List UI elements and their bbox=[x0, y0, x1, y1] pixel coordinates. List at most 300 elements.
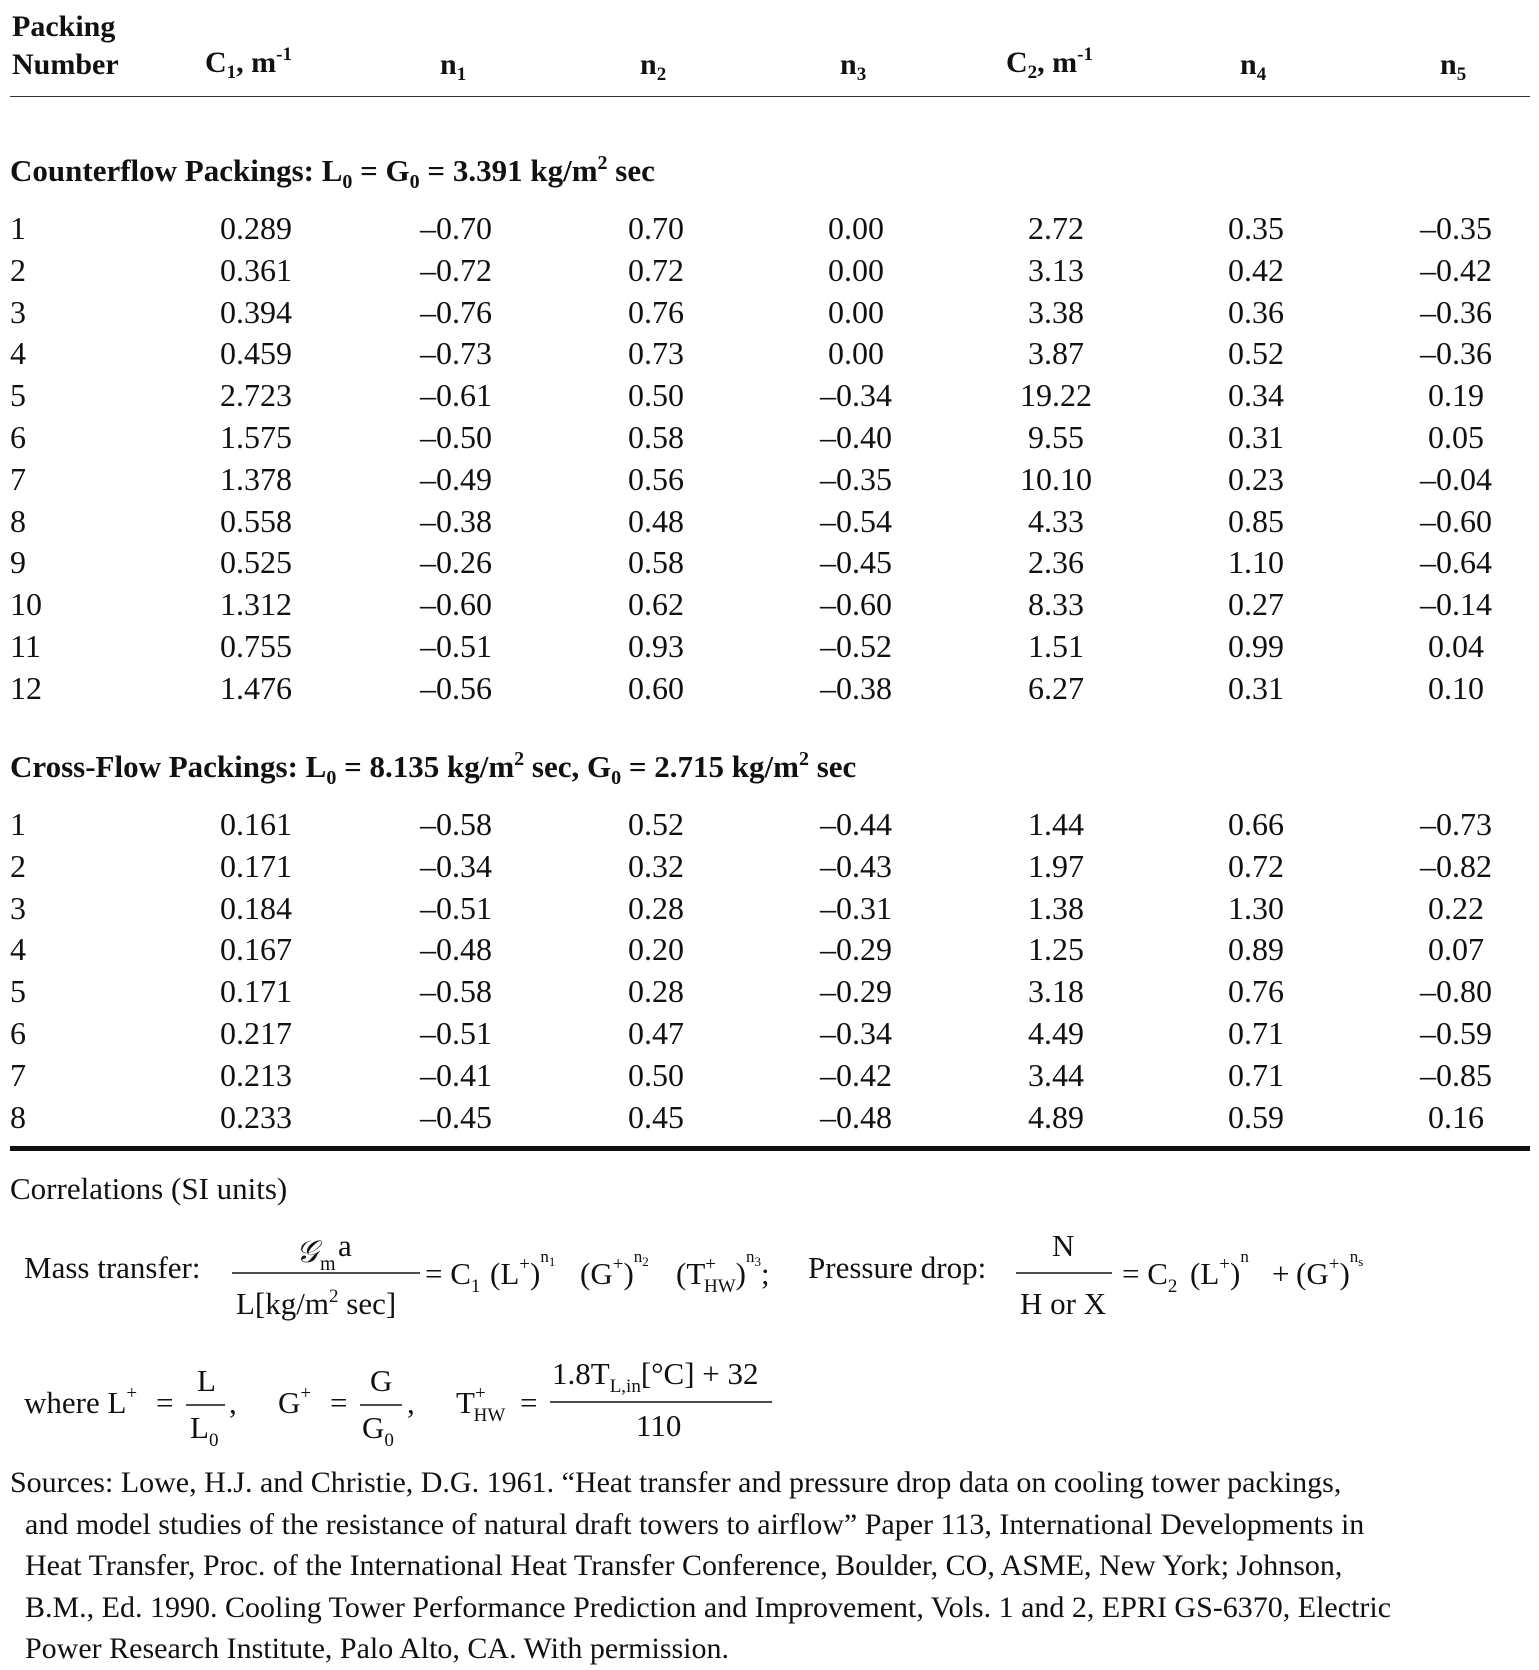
crossflow-cell-packing-number: 6 bbox=[10, 1015, 26, 1051]
mass-exp-n2: n bbox=[633, 1247, 643, 1266]
header-c2-sup: -1 bbox=[1077, 44, 1093, 65]
header-c1-sub: 1 bbox=[226, 62, 237, 83]
crossflow-cell-packing-number: 3 bbox=[10, 889, 26, 926]
crossflow-cell-n3: –0.43 bbox=[820, 847, 892, 884]
g-frac-den-main: G bbox=[362, 1410, 385, 1445]
header-c1 bbox=[205, 44, 292, 83]
counterflow-cell-n3: –0.60 bbox=[820, 586, 892, 623]
mass-thw-open: (T bbox=[676, 1256, 706, 1291]
mass-numerator-sub: m bbox=[320, 1253, 336, 1275]
counterflow-cell-packing-number: 10 bbox=[10, 586, 42, 623]
counterflow-cell-n4: 0.35 bbox=[1228, 210, 1284, 246]
crossflow-cell-n1: –0.58 bbox=[420, 973, 492, 1010]
mass-exp-n3: n bbox=[745, 1247, 755, 1266]
counterflow-cell-c2: 6.27 bbox=[1028, 669, 1084, 706]
counterflow-cell-c1: 0.558 bbox=[220, 502, 292, 539]
counterflow-cell-n2: 0.93 bbox=[628, 628, 684, 664]
g-frac-denominator bbox=[362, 1410, 394, 1451]
mass-exp-n1: n bbox=[540, 1247, 549, 1266]
counterflow-cell-n1: –0.26 bbox=[420, 544, 492, 581]
counterflow-cell-c1: 0.361 bbox=[220, 251, 292, 288]
mass-exp-n1-sub: 1 bbox=[548, 1254, 556, 1269]
pressure-drop-label: Pressure drop: bbox=[808, 1250, 987, 1285]
pressure-denominator: H or X bbox=[1020, 1286, 1107, 1321]
crossflow-title-sub2: 0 bbox=[611, 767, 622, 789]
header-c2-unit: , m bbox=[1037, 46, 1078, 79]
crossflow-cell-n4: 0.89 bbox=[1228, 931, 1284, 968]
counterflow-cell-n3: –0.38 bbox=[820, 669, 892, 706]
header-n3 bbox=[840, 48, 867, 85]
thw-label-main: T bbox=[456, 1385, 475, 1420]
crossflow-title-a: Cross-Flow Packings: L bbox=[10, 749, 327, 784]
mass-thw-close: ) bbox=[735, 1256, 746, 1291]
counterflow-cell-n5: –0.64 bbox=[1420, 544, 1492, 581]
crossflow-cell-n2: 0.28 bbox=[628, 973, 684, 1010]
crossflow-section-title bbox=[10, 748, 857, 789]
counterflow-cell-n1: –0.76 bbox=[420, 293, 492, 330]
crossflow-cell-n2: 0.20 bbox=[628, 931, 684, 968]
crossflow-cell-n3: –0.44 bbox=[820, 806, 892, 842]
thw-frac-numerator bbox=[552, 1356, 759, 1397]
counterflow-cell-n3: –0.35 bbox=[820, 460, 892, 497]
thw-num-sub: L,in bbox=[609, 1376, 641, 1397]
counterflow-cell-c1: 0.394 bbox=[220, 293, 292, 330]
crossflow-cell-n3: –0.48 bbox=[820, 1098, 892, 1135]
crossflow-row bbox=[0, 889, 1539, 934]
counterflow-cell-n4: 0.31 bbox=[1228, 419, 1284, 455]
g-plus-label-main: G bbox=[278, 1385, 301, 1420]
crossflow-cell-n5: –0.73 bbox=[1420, 806, 1492, 842]
counterflow-cell-n4: 0.34 bbox=[1228, 377, 1284, 414]
header-packing-line2: Number bbox=[12, 48, 119, 81]
crossflow-cell-n5: –0.85 bbox=[1420, 1056, 1492, 1093]
counterflow-cell-packing-number: 3 bbox=[10, 293, 26, 330]
crossflow-cell-n1: –0.34 bbox=[420, 847, 492, 884]
crossflow-cell-n3: –0.29 bbox=[820, 973, 892, 1010]
crossflow-row bbox=[0, 847, 1539, 892]
crossflow-cell-n2: 0.50 bbox=[628, 1056, 684, 1093]
mass-denominator-end: sec] bbox=[338, 1286, 397, 1321]
crossflow-cell-n5: 0.07 bbox=[1428, 931, 1484, 968]
pressure-exp-ns-sub: s bbox=[1358, 1254, 1364, 1269]
counterflow-cell-n3: 0.00 bbox=[828, 210, 884, 246]
counterflow-cell-n1: –0.56 bbox=[420, 669, 492, 706]
sources-line-4: B.M., Ed. 1990. Cooling Tower Performance Prediction and Improvement, Vols. 1 and 2, EPRI GS-6370, Electric bbox=[10, 1590, 1392, 1624]
counterflow-cell-n3: –0.54 bbox=[820, 502, 892, 539]
header-n4-sub: 4 bbox=[1256, 64, 1267, 85]
crossflow-cell-n3: –0.29 bbox=[820, 931, 892, 968]
counterflow-title-c: = 3.391 kg/m bbox=[419, 153, 598, 188]
pressure-g-plus-term bbox=[1296, 1247, 1363, 1291]
where-l-plus bbox=[24, 1383, 137, 1420]
crossflow-cell-c1: 0.167 bbox=[220, 931, 292, 968]
counterflow-title-b: = G bbox=[352, 153, 410, 188]
counterflow-row bbox=[0, 212, 1539, 254]
counterflow-cell-n4: 0.27 bbox=[1228, 586, 1284, 623]
l-frac-den-sub: 0 bbox=[208, 1430, 219, 1451]
counterflow-cell-n3: 0.00 bbox=[828, 335, 884, 372]
counterflow-section-title bbox=[10, 152, 655, 193]
counterflow-cell-packing-number: 7 bbox=[10, 460, 26, 497]
counterflow-cell-n4: 0.85 bbox=[1228, 502, 1284, 539]
crossflow-title-sup1: 2 bbox=[514, 748, 525, 770]
l-frac-comma: , bbox=[229, 1385, 237, 1420]
counterflow-cell-packing-number: 5 bbox=[10, 377, 26, 414]
mass-thw-term bbox=[676, 1247, 770, 1297]
header-c2-main: C bbox=[1006, 46, 1028, 79]
mass-l-plus-open: (L bbox=[490, 1256, 520, 1291]
counterflow-cell-packing-number: 1 bbox=[10, 210, 26, 246]
counterflow-cell-n2: 0.50 bbox=[628, 377, 684, 414]
crossflow-cell-n5: 0.16 bbox=[1428, 1098, 1484, 1135]
crossflow-cell-n2: 0.45 bbox=[628, 1098, 684, 1135]
counterflow-cell-packing-number: 2 bbox=[10, 251, 26, 288]
counterflow-title-sub2: 0 bbox=[409, 171, 420, 193]
pressure-g-plus-sup: + bbox=[1328, 1254, 1340, 1275]
mass-l-plus-sup: + bbox=[519, 1254, 530, 1275]
counterflow-cell-c2: 10.10 bbox=[1020, 460, 1092, 497]
sources-note bbox=[10, 1462, 1532, 1670]
crossflow-cell-n3: –0.34 bbox=[820, 1015, 892, 1051]
header-n5 bbox=[1440, 48, 1467, 85]
mass-semicolon: ; bbox=[760, 1256, 770, 1291]
crossflow-title-sup2: 2 bbox=[798, 748, 809, 770]
header-n2 bbox=[640, 48, 667, 85]
counterflow-cell-c1: 2.723 bbox=[220, 377, 292, 414]
counterflow-cell-c1: 1.476 bbox=[220, 669, 292, 706]
sources-line-2: and model studies of the resistance of natural draft towers to airflow” Paper 113, International Developments in bbox=[10, 1507, 1365, 1541]
thw-num-a: 1.8T bbox=[552, 1356, 610, 1391]
counterflow-cell-c1: 1.575 bbox=[220, 419, 292, 455]
pressure-numerator: N bbox=[1052, 1228, 1075, 1263]
counterflow-cell-n5: 0.19 bbox=[1428, 377, 1484, 414]
crossflow-cell-packing-number: 5 bbox=[10, 973, 26, 1010]
correlations-label: Correlations (SI units) bbox=[10, 1171, 288, 1206]
crossflow-cell-n3: –0.42 bbox=[820, 1056, 892, 1093]
counterflow-row bbox=[0, 337, 1539, 379]
header-n3-sub: 3 bbox=[856, 64, 867, 85]
header-packing-line1: Packing bbox=[12, 10, 116, 43]
crossflow-row bbox=[0, 933, 1539, 975]
thw-frac-denominator: 110 bbox=[636, 1408, 682, 1443]
counterflow-cell-n4: 0.42 bbox=[1228, 251, 1284, 288]
pressure-rhs-sub: 2 bbox=[1167, 1276, 1178, 1297]
crossflow-row bbox=[0, 808, 1539, 850]
counterflow-cell-n1: –0.50 bbox=[420, 419, 492, 455]
crossflow-cell-packing-number: 1 bbox=[10, 806, 26, 842]
mass-g-plus-close: ) bbox=[623, 1256, 634, 1291]
crossflow-row bbox=[0, 1056, 1539, 1101]
counterflow-cell-c2: 3.38 bbox=[1028, 293, 1084, 330]
counterflow-cell-packing-number: 12 bbox=[10, 669, 42, 706]
mass-rhs-sub: 1 bbox=[470, 1276, 481, 1297]
g-equals: = bbox=[330, 1385, 348, 1420]
pressure-exp-n: n bbox=[1240, 1247, 1249, 1266]
pressure-l-plus-sup: + bbox=[1219, 1254, 1230, 1275]
pressure-g-plus-close: ) bbox=[1339, 1256, 1350, 1291]
crossflow-cell-n1: –0.41 bbox=[420, 1056, 492, 1093]
crossflow-cell-c1: 0.171 bbox=[220, 973, 292, 1010]
counterflow-cell-n3: 0.00 bbox=[828, 293, 884, 330]
counterflow-cell-n5: 0.05 bbox=[1428, 419, 1484, 455]
g-plus-label bbox=[278, 1383, 311, 1420]
counterflow-cell-n5: –0.36 bbox=[1420, 293, 1492, 330]
counterflow-row bbox=[0, 546, 1539, 588]
header-c1-unit: , m bbox=[236, 46, 277, 79]
crossflow-cell-n1: –0.51 bbox=[420, 1015, 492, 1051]
counterflow-cell-n1: –0.49 bbox=[420, 460, 492, 497]
crossflow-cell-c1: 0.184 bbox=[220, 889, 292, 926]
counterflow-cell-c2: 3.87 bbox=[1028, 335, 1084, 372]
crossflow-cell-n4: 0.72 bbox=[1228, 847, 1284, 884]
counterflow-cell-n2: 0.56 bbox=[628, 460, 684, 497]
correlation-formulas bbox=[0, 1220, 1539, 1460]
counterflow-cell-c1: 0.459 bbox=[220, 335, 292, 372]
header-n5-main: n bbox=[1440, 48, 1457, 81]
mass-rhs-c: = C bbox=[425, 1256, 471, 1291]
counterflow-cell-c1: 1.312 bbox=[220, 586, 292, 623]
counterflow-title-sub1: 0 bbox=[342, 171, 353, 193]
header-n1-main: n bbox=[440, 48, 457, 81]
pressure-rhs-c: = C bbox=[1122, 1256, 1168, 1291]
mass-numerator-script: 𝒢 bbox=[296, 1234, 319, 1269]
thw-num-b: [°C] + 32 bbox=[640, 1356, 759, 1391]
header-n2-main: n bbox=[640, 48, 657, 81]
counterflow-cell-c2: 9.55 bbox=[1028, 419, 1084, 455]
counterflow-cell-n3: 0.00 bbox=[828, 251, 884, 288]
counterflow-cell-c1: 0.755 bbox=[220, 628, 292, 664]
mass-thw-sup: + bbox=[705, 1254, 716, 1275]
counterflow-cell-n1: –0.70 bbox=[420, 210, 492, 246]
counterflow-cell-c2: 1.51 bbox=[1028, 628, 1084, 664]
mass-g-plus-sup: + bbox=[612, 1254, 624, 1275]
crossflow-cell-n2: 0.47 bbox=[628, 1015, 684, 1051]
crossflow-cell-n4: 0.71 bbox=[1228, 1015, 1284, 1051]
pressure-g-plus-open: (G bbox=[1296, 1256, 1329, 1291]
counterflow-row bbox=[0, 251, 1539, 296]
thw-equals: = bbox=[520, 1385, 538, 1420]
crossflow-cell-c1: 0.161 bbox=[220, 806, 292, 842]
header-n4-main: n bbox=[1240, 48, 1257, 81]
counterflow-cell-packing-number: 8 bbox=[10, 502, 26, 539]
counterflow-cell-n5: –0.14 bbox=[1420, 586, 1492, 623]
crossflow-title-b: = 8.135 kg/m bbox=[336, 749, 515, 784]
crossflow-cell-n4: 0.71 bbox=[1228, 1056, 1284, 1093]
counterflow-cell-c2: 2.36 bbox=[1028, 544, 1084, 581]
counterflow-cell-n5: 0.10 bbox=[1428, 669, 1484, 706]
counterflow-title-a: Counterflow Packings: L bbox=[10, 153, 343, 188]
crossflow-cell-packing-number: 7 bbox=[10, 1056, 26, 1093]
counterflow-cell-packing-number: 11 bbox=[10, 628, 41, 664]
crossflow-cell-n5: –0.59 bbox=[1420, 1015, 1492, 1051]
counterflow-cell-n4: 0.23 bbox=[1228, 460, 1284, 497]
header-n1 bbox=[440, 48, 467, 85]
counterflow-cell-n2: 0.70 bbox=[628, 210, 684, 246]
crossflow-cell-n5: 0.22 bbox=[1428, 889, 1484, 926]
crossflow-title-e: sec bbox=[808, 749, 857, 784]
crossflow-row bbox=[0, 1017, 1539, 1059]
where-l-plus-sup: + bbox=[126, 1383, 138, 1404]
crossflow-cell-n1: –0.45 bbox=[420, 1098, 492, 1135]
counterflow-cell-n5: –0.35 bbox=[1420, 210, 1492, 246]
counterflow-row bbox=[0, 460, 1539, 505]
counterflow-cell-n1: –0.38 bbox=[420, 502, 492, 539]
counterflow-cell-c2: 4.33 bbox=[1028, 502, 1084, 539]
counterflow-cell-n2: 0.48 bbox=[628, 502, 684, 539]
crossflow-cell-n5: –0.82 bbox=[1420, 847, 1492, 884]
counterflow-row bbox=[0, 379, 1539, 421]
counterflow-cell-c2: 3.13 bbox=[1028, 251, 1084, 288]
sources-line-1: Sources: Lowe, H.J. and Christie, D.G. 1961. “Heat transfer and pressure drop data on cooling tower packings, bbox=[10, 1466, 1342, 1499]
sources-line-5: Power Research Institute, Palo Alto, CA. With permission. bbox=[10, 1632, 730, 1665]
counterflow-row bbox=[0, 630, 1539, 672]
crossflow-cell-n5: –0.80 bbox=[1420, 973, 1492, 1010]
crossflow-cell-c2: 1.38 bbox=[1028, 889, 1084, 926]
crossflow-cell-n1: –0.48 bbox=[420, 931, 492, 968]
g-frac-comma: , bbox=[407, 1385, 415, 1420]
counterflow-cell-n2: 0.58 bbox=[628, 419, 684, 455]
counterflow-cell-n1: –0.51 bbox=[420, 628, 492, 664]
counterflow-cell-c2: 8.33 bbox=[1028, 586, 1084, 623]
l-frac-den-main: L bbox=[190, 1410, 209, 1445]
counterflow-cell-c2: 2.72 bbox=[1028, 210, 1084, 246]
header-c2 bbox=[1006, 44, 1093, 83]
counterflow-cell-n4: 0.31 bbox=[1228, 669, 1284, 706]
counterflow-title-sup: 2 bbox=[597, 152, 608, 174]
crossflow-cell-n1: –0.58 bbox=[420, 806, 492, 842]
crossflow-cell-c2: 3.44 bbox=[1028, 1056, 1084, 1093]
mass-numerator-a: a bbox=[338, 1228, 352, 1263]
counterflow-cell-c1: 0.525 bbox=[220, 544, 292, 581]
header-c2-sub: 2 bbox=[1027, 62, 1038, 83]
mass-exp-n2-sub: 2 bbox=[642, 1254, 649, 1269]
mass-rhs bbox=[425, 1256, 480, 1297]
counterflow-cell-n4: 0.99 bbox=[1228, 628, 1284, 664]
mass-transfer-label: Mass transfer: bbox=[24, 1250, 201, 1285]
counterflow-cell-c2: 19.22 bbox=[1020, 377, 1092, 414]
crossflow-cell-n1: –0.51 bbox=[420, 889, 492, 926]
thw-label-sup: + bbox=[474, 1383, 486, 1404]
counterflow-row bbox=[0, 502, 1539, 547]
g-plus-label-sup: + bbox=[300, 1383, 312, 1404]
l-frac-numerator: L bbox=[197, 1363, 216, 1398]
crossflow-cell-n4: 0.59 bbox=[1228, 1098, 1284, 1135]
crossflow-cell-c2: 1.97 bbox=[1028, 847, 1084, 884]
pressure-l-plus-open: (L bbox=[1190, 1256, 1220, 1291]
mass-denominator bbox=[236, 1286, 396, 1321]
counterflow-cell-n2: 0.76 bbox=[628, 293, 684, 330]
counterflow-cell-packing-number: 6 bbox=[10, 419, 26, 455]
crossflow-cell-c1: 0.213 bbox=[220, 1056, 292, 1093]
counterflow-cell-n1: –0.61 bbox=[420, 377, 492, 414]
header-n5-sub: 5 bbox=[1456, 64, 1467, 85]
mass-denominator-sup: 2 bbox=[329, 1286, 339, 1307]
crossflow-cell-c2: 1.25 bbox=[1028, 931, 1084, 968]
counterflow-cell-n4: 0.52 bbox=[1228, 335, 1284, 372]
counterflow-cell-n2: 0.62 bbox=[628, 586, 684, 623]
counterflow-row bbox=[0, 588, 1539, 630]
crossflow-cell-packing-number: 8 bbox=[10, 1098, 26, 1135]
crossflow-cell-packing-number: 2 bbox=[10, 847, 26, 884]
pressure-l-plus-term bbox=[1190, 1247, 1249, 1291]
crossflow-cell-n2: 0.52 bbox=[628, 806, 684, 842]
crossflow-cell-n2: 0.28 bbox=[628, 889, 684, 926]
counterflow-cell-n1: –0.72 bbox=[420, 251, 492, 288]
header-n4 bbox=[1240, 48, 1267, 85]
crossflow-row bbox=[0, 975, 1539, 1017]
counterflow-cell-n4: 1.10 bbox=[1228, 544, 1284, 581]
counterflow-cell-n3: –0.45 bbox=[820, 544, 892, 581]
crossflow-cell-c1: 0.233 bbox=[220, 1098, 292, 1135]
counterflow-cell-n2: 0.58 bbox=[628, 544, 684, 581]
header-packing-number bbox=[12, 8, 119, 84]
pressure-l-plus-close: ) bbox=[1229, 1256, 1241, 1291]
crossflow-row bbox=[0, 1098, 1539, 1143]
counterflow-cell-n1: –0.60 bbox=[420, 586, 492, 623]
mass-l-plus-term bbox=[490, 1247, 555, 1291]
counterflow-cell-packing-number: 9 bbox=[10, 544, 26, 581]
mass-denominator-main: L[kg/m bbox=[236, 1286, 329, 1321]
counterflow-cell-packing-number: 4 bbox=[10, 335, 26, 372]
table-bottom-rule bbox=[10, 1146, 1530, 1151]
pressure-exp-ns: n bbox=[1349, 1247, 1359, 1266]
crossflow-cell-n4: 0.66 bbox=[1228, 806, 1284, 842]
counterflow-cell-n3: –0.40 bbox=[820, 419, 892, 455]
crossflow-cell-c2: 4.89 bbox=[1028, 1098, 1084, 1135]
header-n2-sub: 2 bbox=[656, 64, 667, 85]
l-frac-denominator bbox=[190, 1410, 218, 1451]
pressure-rhs bbox=[1122, 1256, 1177, 1297]
mass-exp-n3-sub: 3 bbox=[754, 1254, 761, 1269]
where-l-equals: = bbox=[156, 1385, 174, 1420]
crossflow-title-d: = 2.715 kg/m bbox=[621, 749, 799, 784]
counterflow-row bbox=[0, 293, 1539, 338]
crossflow-cell-c1: 0.217 bbox=[220, 1015, 292, 1051]
thw-label bbox=[456, 1383, 505, 1426]
thw-label-sub: HW bbox=[473, 1405, 506, 1426]
header-c1-main: C bbox=[205, 46, 227, 79]
crossflow-title-sub1: 0 bbox=[326, 767, 337, 789]
counterflow-cell-n4: 0.36 bbox=[1228, 293, 1284, 330]
header-c1-sup: -1 bbox=[276, 44, 292, 65]
counterflow-cell-n5: –0.60 bbox=[1420, 502, 1492, 539]
crossflow-cell-c1: 0.171 bbox=[220, 847, 292, 884]
crossflow-cell-c2: 4.49 bbox=[1028, 1015, 1084, 1051]
crossflow-cell-n4: 1.30 bbox=[1228, 889, 1284, 926]
counterflow-cell-n2: 0.60 bbox=[628, 669, 684, 706]
mass-g-plus-term bbox=[580, 1247, 649, 1291]
counterflow-cell-c1: 1.378 bbox=[220, 460, 292, 497]
crossflow-cell-c2: 1.44 bbox=[1028, 806, 1084, 842]
counterflow-cell-n2: 0.73 bbox=[628, 335, 684, 372]
counterflow-cell-c1: 0.289 bbox=[220, 210, 292, 246]
counterflow-row bbox=[0, 669, 1539, 714]
header-n3-main: n bbox=[840, 48, 857, 81]
counterflow-row bbox=[0, 421, 1539, 463]
counterflow-cell-n3: –0.34 bbox=[820, 377, 892, 414]
crossflow-cell-n4: 0.76 bbox=[1228, 973, 1284, 1010]
mass-g-plus-open: (G bbox=[580, 1256, 613, 1291]
crossflow-cell-n3: –0.31 bbox=[820, 889, 892, 926]
counterflow-cell-n3: –0.52 bbox=[820, 628, 892, 664]
counterflow-title-d: sec bbox=[607, 153, 655, 188]
counterflow-cell-n5: –0.36 bbox=[1420, 335, 1492, 372]
counterflow-cell-n1: –0.73 bbox=[420, 335, 492, 372]
counterflow-cell-n2: 0.72 bbox=[628, 251, 684, 288]
crossflow-cell-n2: 0.32 bbox=[628, 847, 684, 884]
header-n1-sub: 1 bbox=[456, 64, 467, 85]
counterflow-cell-n5: 0.04 bbox=[1428, 628, 1484, 664]
